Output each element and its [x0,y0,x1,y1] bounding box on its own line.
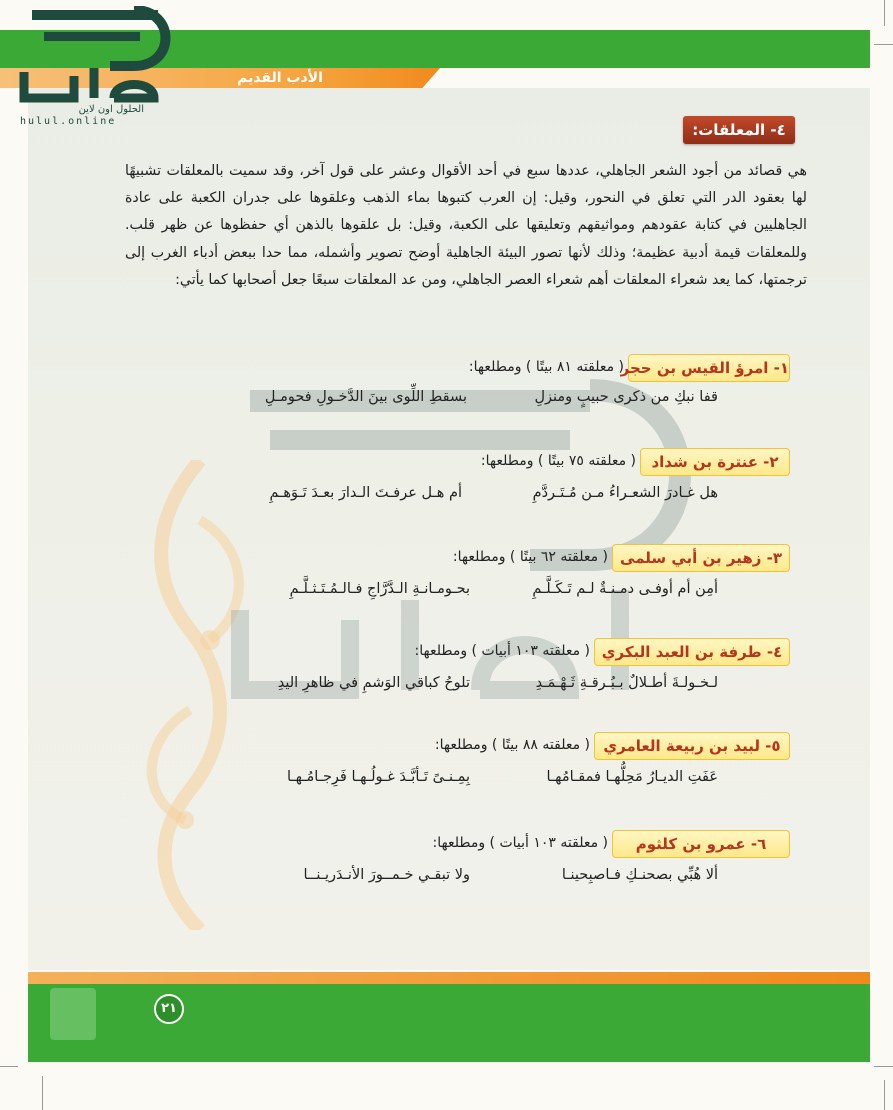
section-heading: ٤- المعلقات: [683,116,795,144]
poet-info: ( معلقته ٨٨ بيتًا ) ومطلعها: [434,737,590,753]
crop-mark [874,44,893,45]
verse-second-half: بِمِـنـىً تَـأبَّـدَ غـولُـهـا فَرِجـامُـهـا [286,769,470,785]
poet-info: ( معلقته ٨١ بيتًا ) ومطلعها: [468,359,624,375]
poet-info: ( معلقته ٦٢ بيتًا ) ومطلعها: [452,549,608,565]
brand-logo [14,6,174,126]
crop-mark [884,0,885,26]
poet-name: ٦- عمرو بن كلثوم [612,830,790,858]
verse-second-half: بحـومـانـةِ الـدَّرَّاجِ فـالـمُـتَـثـلَّـمِ [289,581,470,597]
poet-name: ١- امرؤ القيس بن حجر [628,354,790,382]
verse-first-half: عَفَتِ الديـارُ مَحِلُّهـا فمقـامُهـا [546,769,718,785]
verse-first-half: هل غـادرَ الشعـراءُ مـن مُـتَـردَّمِ [532,485,718,501]
intro-paragraph: هي قصائد من أجود الشعر الجاهلي، عددها سبع في أحد الأقوال وعشر على قول آخر، وقد سميت بالمعلقات تشبيهًا لها بعقود الدر التي تعلق في النحور، وقيل: إن العرب كتبوها بماء الذهب وعلقوها على جدران الكعبة على عادة الجاهليين في كتابة عقودهم ومواثيقهم وتعليقها على الكعبة، وقيل: بل علقوها بالذهن أي حفظوها عن ظهر قلب. وللمعلقات قيمة أدبية عظيمة؛ وذلك لأنها تصور البيئة الجاهلية أوضح تصوير وأشمله، مما حدا ببعض أدباء الغرب إلى ترجمتها، كما يعد شعراء المعلقات أهم شعراء العصر الجاهلي، ومن عد المعلقات سبعًا جعل أصحابها كما يأتي: [125,163,807,288]
logo-site: hulul.online [20,116,117,126]
crop-mark [874,1066,893,1067]
poet-info: ( معلقته ٧٥ بيتًا ) ومطلعها: [480,453,636,469]
corner-logo-icon [50,988,96,1040]
verse-first-half: أمِن أم أوفـى دمـنـةٌ لـم تَـكَـلَّـمِ [532,581,718,597]
page-number: ٢١ [154,994,184,1024]
poet-info: ( معلقته ١٠٣ أبيات ) ومطلعها: [414,643,590,659]
verse-first-half: لـخـولـةَ أطـلالٌ بـبُـرقـةِ ثَـهْـمَـدِ [535,675,718,691]
verse-second-half: بسقطِ اللِّوى بينَ الدَّخـولِ فحومـلِ [264,389,467,405]
poet-name: ٤- طرفة بن العبد البكري [594,638,790,666]
section-title: الأدب القديم [237,70,323,86]
footer-strip [28,972,870,984]
footer-band [28,984,870,1062]
crop-mark [42,1076,43,1110]
verse-first-half: قفا نبكِ من ذكرى حبيبٍ ومنزلِ [534,389,718,405]
verse-second-half: تلوحُ كباقي الوَشمِ في ظاهرِ اليدِ [277,675,470,691]
verse-second-half: ولا تبقـي خـمــورَ الأنـدَريـنــا [303,867,470,883]
poet-name: ٣- زهير بن أبي سلمى [612,544,790,572]
poet-name: ٢- عنترة بن شداد [640,448,790,476]
logo-tagline: الحلول اون لاين [78,104,144,115]
crop-mark [884,1080,885,1110]
crop-mark [0,1066,18,1067]
verse-second-half: أم هـل عرفـتَ الـدارَ بعـدَ تَـوَهـمِ [269,485,462,501]
poet-info: ( معلقته ١٠٣ أبيات ) ومطلعها: [432,835,608,851]
verse-first-half: ألا هُبِّي بصحنـكِ فـاصبِحينـا [561,867,718,883]
poet-name: ٥- لبيد بن ربيعة العامري [594,732,790,760]
